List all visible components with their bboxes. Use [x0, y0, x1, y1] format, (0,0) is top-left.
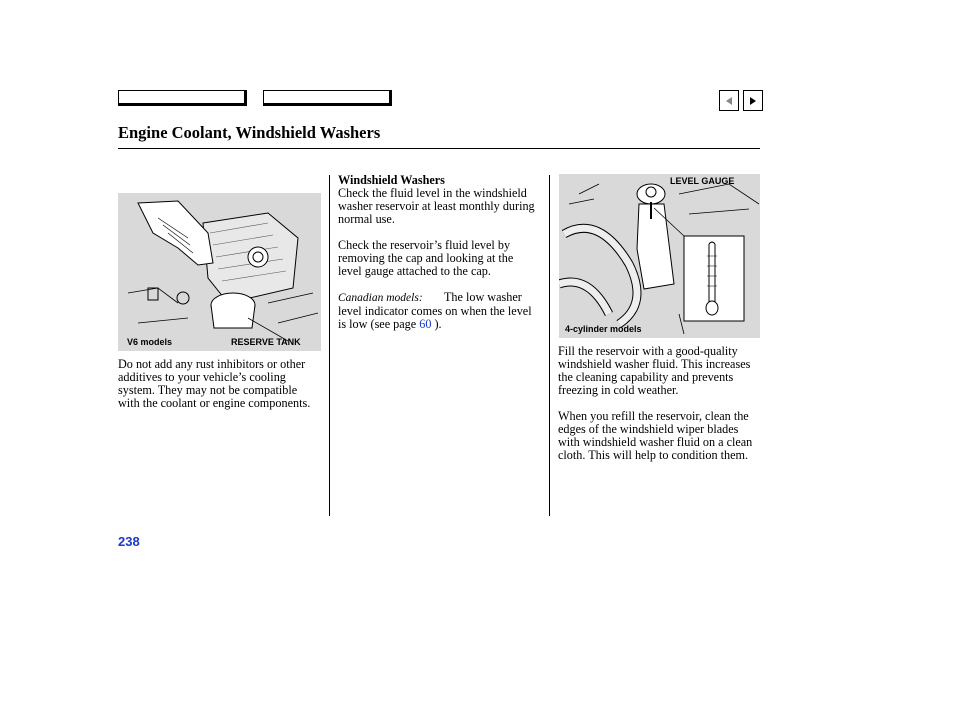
- nav-index-button[interactable]: [263, 90, 392, 106]
- washer-reservoir-illustration: [559, 174, 760, 338]
- figure-v6-engine: [118, 193, 321, 351]
- washers-paragraph-3: [338, 291, 540, 331]
- washers-paragraph-3-end: ).: [434, 317, 442, 331]
- triangle-left-icon: [724, 96, 734, 106]
- figure2-label-level-gauge: LEVEL GAUGE: [670, 176, 735, 186]
- page-60-link[interactable]: 60: [419, 317, 432, 331]
- column-divider-1: [329, 175, 330, 516]
- washers-paragraph-1: Check the fluid level in the windshield washer reservoir at least monthly during normal use.: [338, 186, 535, 226]
- fill-reservoir-text: Fill the reservoir with a good-quality windshield washer fluid. This increases the cleaning capability and prevents freezing in cold weather.: [558, 344, 751, 397]
- figure1-label-models: V6 models: [127, 337, 173, 347]
- washers-paragraph-3-text: The low washer level indicator comes on when the level is low (see page: [338, 290, 532, 331]
- washers-paragraph-2: Check the reservoir’s fluid level by removing the cap and looking at the level gauge attached to the cap.: [338, 238, 514, 278]
- engine-illustration: [118, 193, 321, 351]
- column-2: [338, 174, 540, 344]
- refill-clean-text: When you refill the reservoir, clean the edges of the windshield wiper blades with windshield washer fluid on a clean cloth. This will help to condition them.: [558, 409, 753, 462]
- canadian-models-label: Canadian models:: [338, 292, 423, 304]
- column-divider-2: [549, 175, 550, 516]
- page-number: 238: [118, 534, 140, 549]
- prev-page-button[interactable]: [719, 90, 739, 111]
- column-1: [118, 358, 313, 423]
- coolant-warning-text: Do not add any rust inhibitors or other additives to your vehicle’s cooling system. They may not be compatible with the coolant or engine components.: [118, 357, 311, 410]
- triangle-right-icon: [748, 96, 758, 106]
- figure2-label-models: 4-cylinder models: [565, 324, 642, 334]
- column-3: [558, 345, 760, 475]
- page-title: Engine Coolant, Windshield Washers: [118, 123, 381, 142]
- washers-heading: Windshield Washers: [338, 173, 445, 187]
- figure1-label-reserve-tank: RESERVE TANK: [231, 337, 301, 347]
- title-rule: [118, 148, 760, 149]
- next-page-button[interactable]: [743, 90, 763, 111]
- nav-contents-button[interactable]: [118, 90, 247, 106]
- figure-4cyl-washer: [559, 174, 760, 338]
